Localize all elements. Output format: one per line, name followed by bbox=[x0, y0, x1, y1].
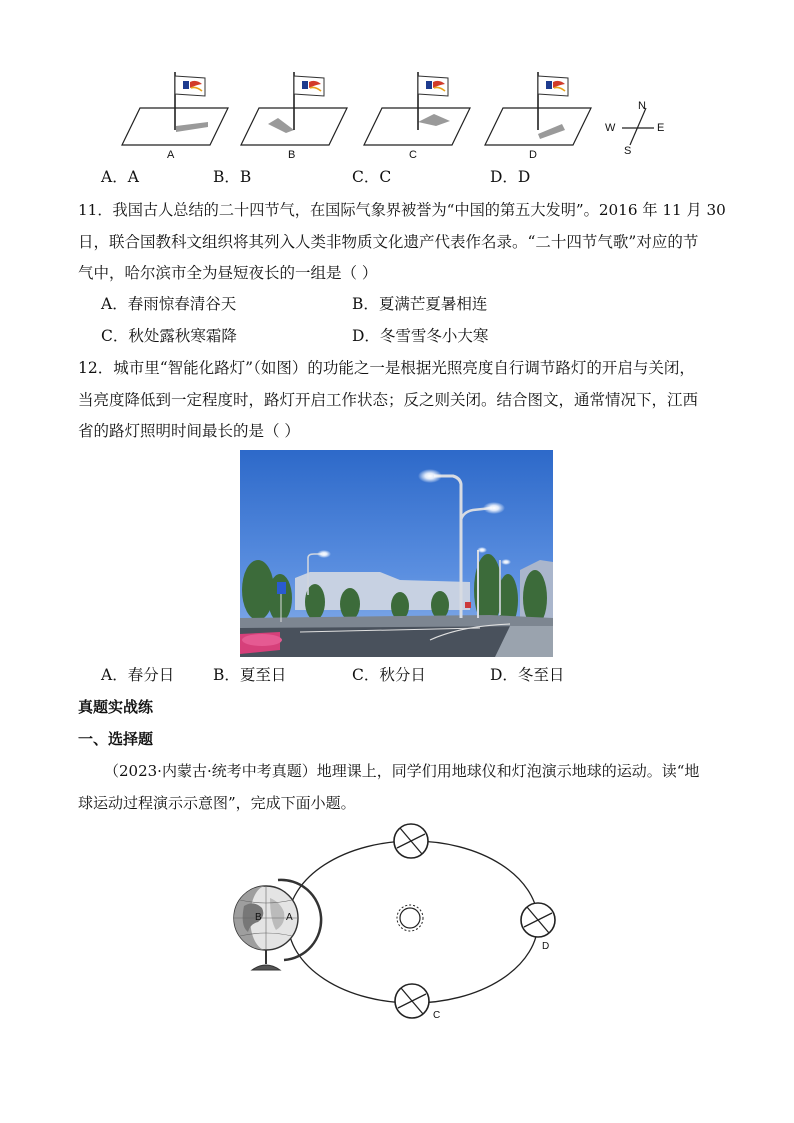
q11-line-2: 日，联合国教科文组织将其列入人类非物质文化遗产代表作名录。“二十四节气歌”对应的节 bbox=[78, 233, 699, 251]
q11-option-b[interactable]: B．夏满芒夏暑相连 bbox=[352, 295, 488, 313]
earth-right bbox=[521, 903, 555, 937]
q12-option-b[interactable]: B．夏至日 bbox=[213, 666, 287, 684]
q10-option-d[interactable]: D．D bbox=[490, 168, 531, 186]
q12-option-d[interactable]: D．冬至日 bbox=[490, 666, 565, 684]
q11-option-c[interactable]: C．秋处露秋寒霜降 bbox=[101, 327, 237, 345]
diagram-label-c: C bbox=[409, 149, 417, 161]
diagram-a bbox=[122, 72, 228, 145]
flag-shadow-diagrams bbox=[118, 72, 678, 164]
diagram-c bbox=[364, 72, 470, 145]
compass-e: E bbox=[657, 122, 665, 134]
q11-line-3: 气中，哈尔滨市全为昼短夜长的一组是（ ） bbox=[78, 264, 378, 282]
intro-line-2: 球运动过程演示示意图”，完成下面小题。 bbox=[78, 794, 356, 812]
intro-line-1: （2023·内蒙古·统考中考真题）地理课上，同学们用地球仪和灯泡演示地球的运动。读“地 bbox=[104, 762, 700, 780]
orbit-label-c: C bbox=[433, 1010, 441, 1021]
street-light-photo bbox=[240, 450, 553, 657]
q11-option-a[interactable]: A．春雨惊春清谷天 bbox=[101, 295, 237, 313]
q12-option-c[interactable]: C．秋分日 bbox=[352, 666, 426, 684]
orbit-label-d: D bbox=[542, 941, 550, 952]
compass-n: N bbox=[638, 100, 646, 112]
sun-icon bbox=[397, 905, 423, 931]
q10-option-b[interactable]: B．B bbox=[213, 168, 252, 186]
diagram-d bbox=[485, 72, 591, 145]
q12-line-3: 省的路灯照明时间最长的是（ ） bbox=[78, 422, 300, 440]
q11-line-1: 11．我国古人总结的二十四节气，在国际气象界被誉为“中国的第五大发明”。2016 年 11 月 30 bbox=[78, 201, 726, 219]
q12-option-a[interactable]: A．春分日 bbox=[101, 666, 175, 684]
q12-line-2: 当亮度降低到一定程度时，路灯开启工作状态；反之则关闭。结合图文，通常情况下，江西 bbox=[78, 391, 699, 409]
earth-top bbox=[394, 824, 428, 858]
q10-option-a[interactable]: A．A bbox=[101, 168, 139, 186]
earth-orbit-diagram bbox=[230, 818, 570, 1028]
section-subtitle: 一、选择题 bbox=[78, 730, 154, 748]
q12-line-1: 12．城市里“智能化路灯”（如图）的功能之一是根据光照亮度自行调节路灯的开启与关闭， bbox=[78, 359, 695, 377]
orbit-label-a: A bbox=[286, 912, 293, 923]
compass-s: S bbox=[624, 145, 632, 157]
diagram-b bbox=[241, 72, 347, 145]
compass-w: W bbox=[605, 122, 616, 134]
compass-rose bbox=[622, 108, 654, 145]
orbit-ellipse bbox=[288, 841, 538, 1003]
orbit-label-b: B bbox=[255, 912, 262, 923]
section-title: 真题实战练 bbox=[78, 698, 154, 716]
diagram-label-b: B bbox=[288, 149, 296, 161]
q11-option-d[interactable]: D．冬雪雪冬小大寒 bbox=[352, 327, 489, 345]
diagram-label-d: D bbox=[529, 149, 537, 161]
diagram-label-a: A bbox=[167, 149, 175, 161]
q10-option-c[interactable]: C．C bbox=[352, 168, 392, 186]
earth-bottom bbox=[395, 984, 429, 1018]
globe-icon bbox=[234, 880, 321, 970]
